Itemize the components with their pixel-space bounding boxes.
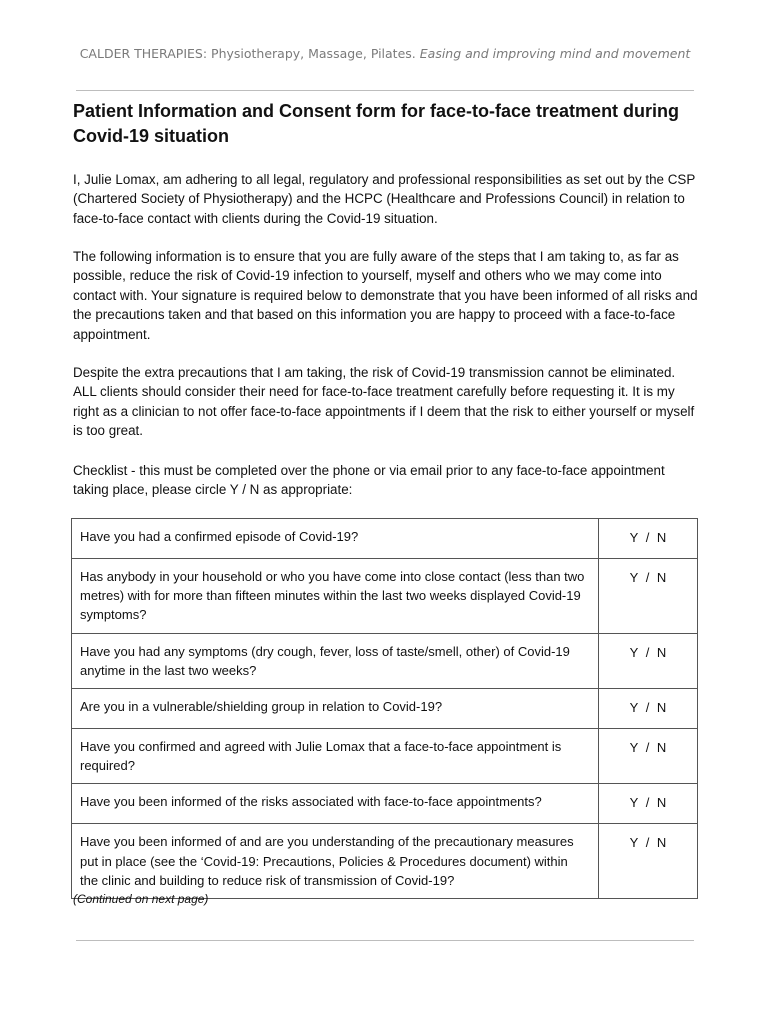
yes-no-answer[interactable]: Y / N bbox=[599, 784, 698, 824]
yes-no-answer[interactable]: Y / N bbox=[599, 633, 698, 688]
checklist-question: Have you confirmed and agreed with Julie Lomax that a face-to-face appointment is required? bbox=[72, 729, 599, 784]
practice-tagline: Easing and improving mind and movement bbox=[419, 46, 691, 61]
checklist-table bbox=[71, 518, 698, 899]
checklist-question: Have you had a confirmed episode of Covid-19? bbox=[72, 519, 599, 559]
header-divider bbox=[76, 90, 694, 91]
checklist-instructions: Checklist - this must be completed over the phone or via email prior to any face-to-face appointment taking place, please circle Y / N as appropriate: bbox=[73, 463, 665, 498]
table-row bbox=[72, 689, 698, 729]
yes-no-answer[interactable]: Y / N bbox=[599, 519, 698, 559]
yes-no-answer[interactable]: Y / N bbox=[599, 824, 698, 899]
practice-name: CALDER THERAPIES: Physiotherapy, Massage, Pilates. bbox=[79, 46, 416, 61]
yes-no-answer[interactable]: Y / N bbox=[599, 689, 698, 729]
yes-no-answer[interactable]: Y / N bbox=[599, 559, 698, 634]
table-row bbox=[72, 633, 698, 688]
checklist-question: Have you been informed of and are you understanding of the precautionary measures put in place (see the ‘Covid-19: Precautions, Policies & Procedures document) within the clinic and building to reduce risk of transmission of Covid-19? bbox=[72, 824, 599, 899]
intro-paragraph: I, Julie Lomax, am adhering to all legal, regulatory and professional responsibilities as set out by the CSP (Chartered Society of Physiotherapy) and the HCPC (Healthcare and Professions Council) in relation to face-to-face contact with clients during the Covid-19 situation. bbox=[73, 172, 696, 226]
table-row bbox=[72, 729, 698, 784]
checklist-question: Has anybody in your household or who you have come into close contact (less than two metres) with for more than fifteen minutes within the last two weeks displayed Covid-19 symptoms? bbox=[72, 559, 599, 634]
continued-note: (Continued on next page) bbox=[73, 892, 209, 906]
table-row bbox=[72, 824, 698, 899]
checklist-question: Are you in a vulnerable/shielding group in relation to Covid-19? bbox=[72, 689, 599, 729]
page-header bbox=[0, 46, 770, 61]
risk-paragraph: Despite the extra precautions that I am taking, the risk of Covid-19 transmission cannot be eliminated. ALL clients should consider their need for face-to-face treatment carefully before requesting it. It is my right as a clinician to not offer face-to-face appointments if I deem that the risk to either yourself or myself is too great. bbox=[73, 365, 695, 439]
yes-no-answer[interactable]: Y / N bbox=[599, 729, 698, 784]
checklist-question: Have you had any symptoms (dry cough, fever, loss of taste/smell, other) of Covid-19 anytime in the last two weeks? bbox=[72, 633, 599, 688]
table-row bbox=[72, 784, 698, 824]
table-row bbox=[72, 559, 698, 634]
table-row bbox=[72, 519, 698, 559]
form-title: Patient Information and Consent form for face-to-face treatment during Covid-19 situation bbox=[73, 101, 680, 146]
information-paragraph: The following information is to ensure that you are fully aware of the steps that I am taking to, as far as possible, reduce the risk of Covid-19 infection to yourself, myself and others who we may come into contact with. Your signature is required below to demonstrate that you have been informed of all risks and the precautions taken and that based on this information you are happy to proceed with a face-to-face appointment. bbox=[73, 249, 698, 342]
footer-divider bbox=[76, 940, 694, 941]
checklist-question: Have you been informed of the risks associated with face-to-face appointments? bbox=[72, 784, 599, 824]
